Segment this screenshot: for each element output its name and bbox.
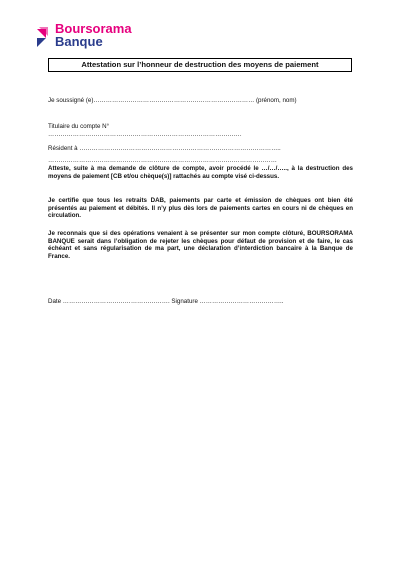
boursorama-arrow-icon (35, 23, 53, 47)
undersigned-line: Je soussigné (e)…………………………………………………………………… (prénom, nom) (48, 97, 297, 104)
date-signature-line: Date ……………………………………………. Signature ………………………………….. (48, 298, 284, 305)
boursorama-logo (35, 21, 155, 51)
holder-dots: …………………………………………………………………………………. (48, 131, 242, 138)
paragraph-acknowledgement: Je reconnais que si des opérations venaient à se présenter sur mon compte clôturé, BOURSORAMA BANQUE serait dans l’obligation de rejeter les chèques pour défaut de provision et de faire, le cas échéant et sans régularisation de ma part, une déclaration d’interdiction bancaire à la Banque de France. (48, 230, 353, 260)
document-title: Attestation sur l’honneur de destruction des moyens de paiement (48, 58, 352, 72)
holder-label: Titulaire du compte N° (48, 123, 110, 130)
logo-line-2: Banque (55, 34, 103, 49)
paragraph-destruction: Atteste, suite à ma demande de clôture de compte, avoir procédé le …/…/….., à la destruction des moyens de paiement [CB et/ou chèque(s)] rattachés au compte visé ci-dessus. (48, 165, 353, 180)
paragraph-certification: Je certifie que tous les retraits DAB, paiements par carte et émission de chèques ont bien été présentés au paiement et débités. Il n’y plus dès lors de paiements cartes en cours ni de chèques en circulation. (48, 197, 353, 220)
resident-dots: ………………………………………………………………………………………………… (48, 157, 277, 164)
resident-line: Résident à …………………………………………………………………………………….. (48, 145, 281, 152)
logo-line-1: Boursorama (55, 21, 132, 36)
